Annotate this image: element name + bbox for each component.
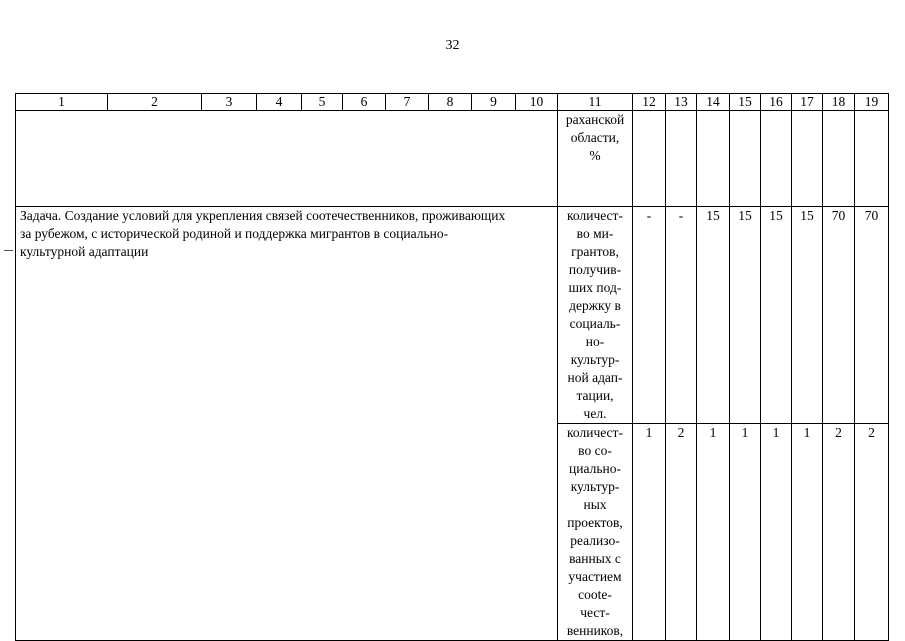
indicator-line: во со- [578, 443, 612, 458]
header-row [16, 94, 889, 111]
indicator-line: ванных с [569, 551, 621, 566]
indicator-line: получив- [568, 262, 622, 277]
indicator-line: соote- [578, 587, 612, 602]
column-header: 9 [472, 94, 516, 111]
page-number: 32 [445, 38, 460, 53]
indicator-line: грантов, [571, 244, 619, 259]
value-cell: 1 [761, 424, 792, 641]
indicators-table [15, 93, 889, 641]
column-header: 1 [16, 94, 108, 111]
column-header: 2 [108, 94, 202, 111]
indicator-cell [558, 207, 633, 424]
value-cell: - [633, 207, 666, 424]
value-cell: 70 [855, 207, 889, 424]
column-header: 3 [202, 94, 257, 111]
value-cell [761, 111, 792, 207]
column-header: 18 [823, 94, 855, 111]
value-cell [823, 111, 855, 207]
value-cell: 2 [666, 424, 697, 641]
value-cell [792, 111, 823, 207]
indicator-line: социаль- [569, 316, 621, 331]
column-header: 5 [302, 94, 343, 111]
value-cell [633, 111, 666, 207]
value-cell: 15 [761, 207, 792, 424]
task-text-line: за рубежом, с исторической родиной и поддержка мигрантов в социально- [20, 226, 449, 241]
indicator-line: чест- [580, 605, 610, 620]
indicator-line: культур- [570, 479, 620, 494]
value-cell: 1 [633, 424, 666, 641]
value-cell: 1 [792, 424, 823, 641]
indicator-line: чел. [583, 406, 607, 421]
indicator-line: проектов, [567, 515, 623, 530]
task-cell [16, 207, 558, 641]
indicator-line: ных [583, 497, 607, 512]
indicator-line: % [589, 148, 601, 163]
indicator-line: реализо- [570, 533, 620, 548]
indicator-line: раханской [565, 112, 625, 127]
indicator-line: области, [570, 130, 620, 145]
column-header: 15 [730, 94, 761, 111]
margin-mark [4, 250, 13, 251]
value-cell [697, 111, 730, 207]
indicator-line: во ми- [576, 226, 614, 241]
column-header: 4 [257, 94, 302, 111]
indicator-line: но- [585, 334, 605, 349]
value-cell: 2 [855, 424, 889, 641]
column-header: 11 [558, 94, 633, 111]
column-header: 17 [792, 94, 823, 111]
value-cell: 1 [730, 424, 761, 641]
indicator-cell [558, 424, 633, 641]
value-cell: 15 [792, 207, 823, 424]
task-text-line: культурной адаптации [20, 244, 149, 259]
task-cell-empty [16, 111, 558, 207]
indicator-cell [558, 111, 633, 207]
value-cell: - [666, 207, 697, 424]
value-cell [855, 111, 889, 207]
column-header: 12 [633, 94, 666, 111]
indicator-line: венников, [566, 623, 624, 638]
indicator-line: количест- [567, 208, 623, 223]
column-header: 10 [516, 94, 558, 111]
value-cell: 1 [697, 424, 730, 641]
column-header: 8 [429, 94, 472, 111]
column-header: 14 [697, 94, 730, 111]
indicator-line: количест- [567, 425, 623, 440]
value-cell: 15 [697, 207, 730, 424]
indicator-line: держку в [569, 298, 621, 313]
indicator-line: участием [568, 569, 622, 584]
column-header: 6 [343, 94, 386, 111]
indicator-line: циально- [569, 461, 621, 476]
value-cell: 2 [823, 424, 855, 641]
indicator-line: ной адап- [567, 370, 623, 385]
column-header: 19 [855, 94, 889, 111]
indicator-line: ших под- [568, 280, 622, 295]
value-cell [730, 111, 761, 207]
column-header: 7 [386, 94, 429, 111]
task-text-line: Задача. Создание условий для укрепления связей соотечественников, проживающих [20, 208, 506, 223]
indicator-line: тации, [576, 388, 614, 403]
table-row [16, 111, 889, 207]
value-cell: 70 [823, 207, 855, 424]
column-header: 16 [761, 94, 792, 111]
column-header: 13 [666, 94, 697, 111]
table-row [16, 207, 889, 424]
indicator-line: культур- [570, 352, 620, 367]
value-cell: 15 [730, 207, 761, 424]
value-cell [666, 111, 697, 207]
